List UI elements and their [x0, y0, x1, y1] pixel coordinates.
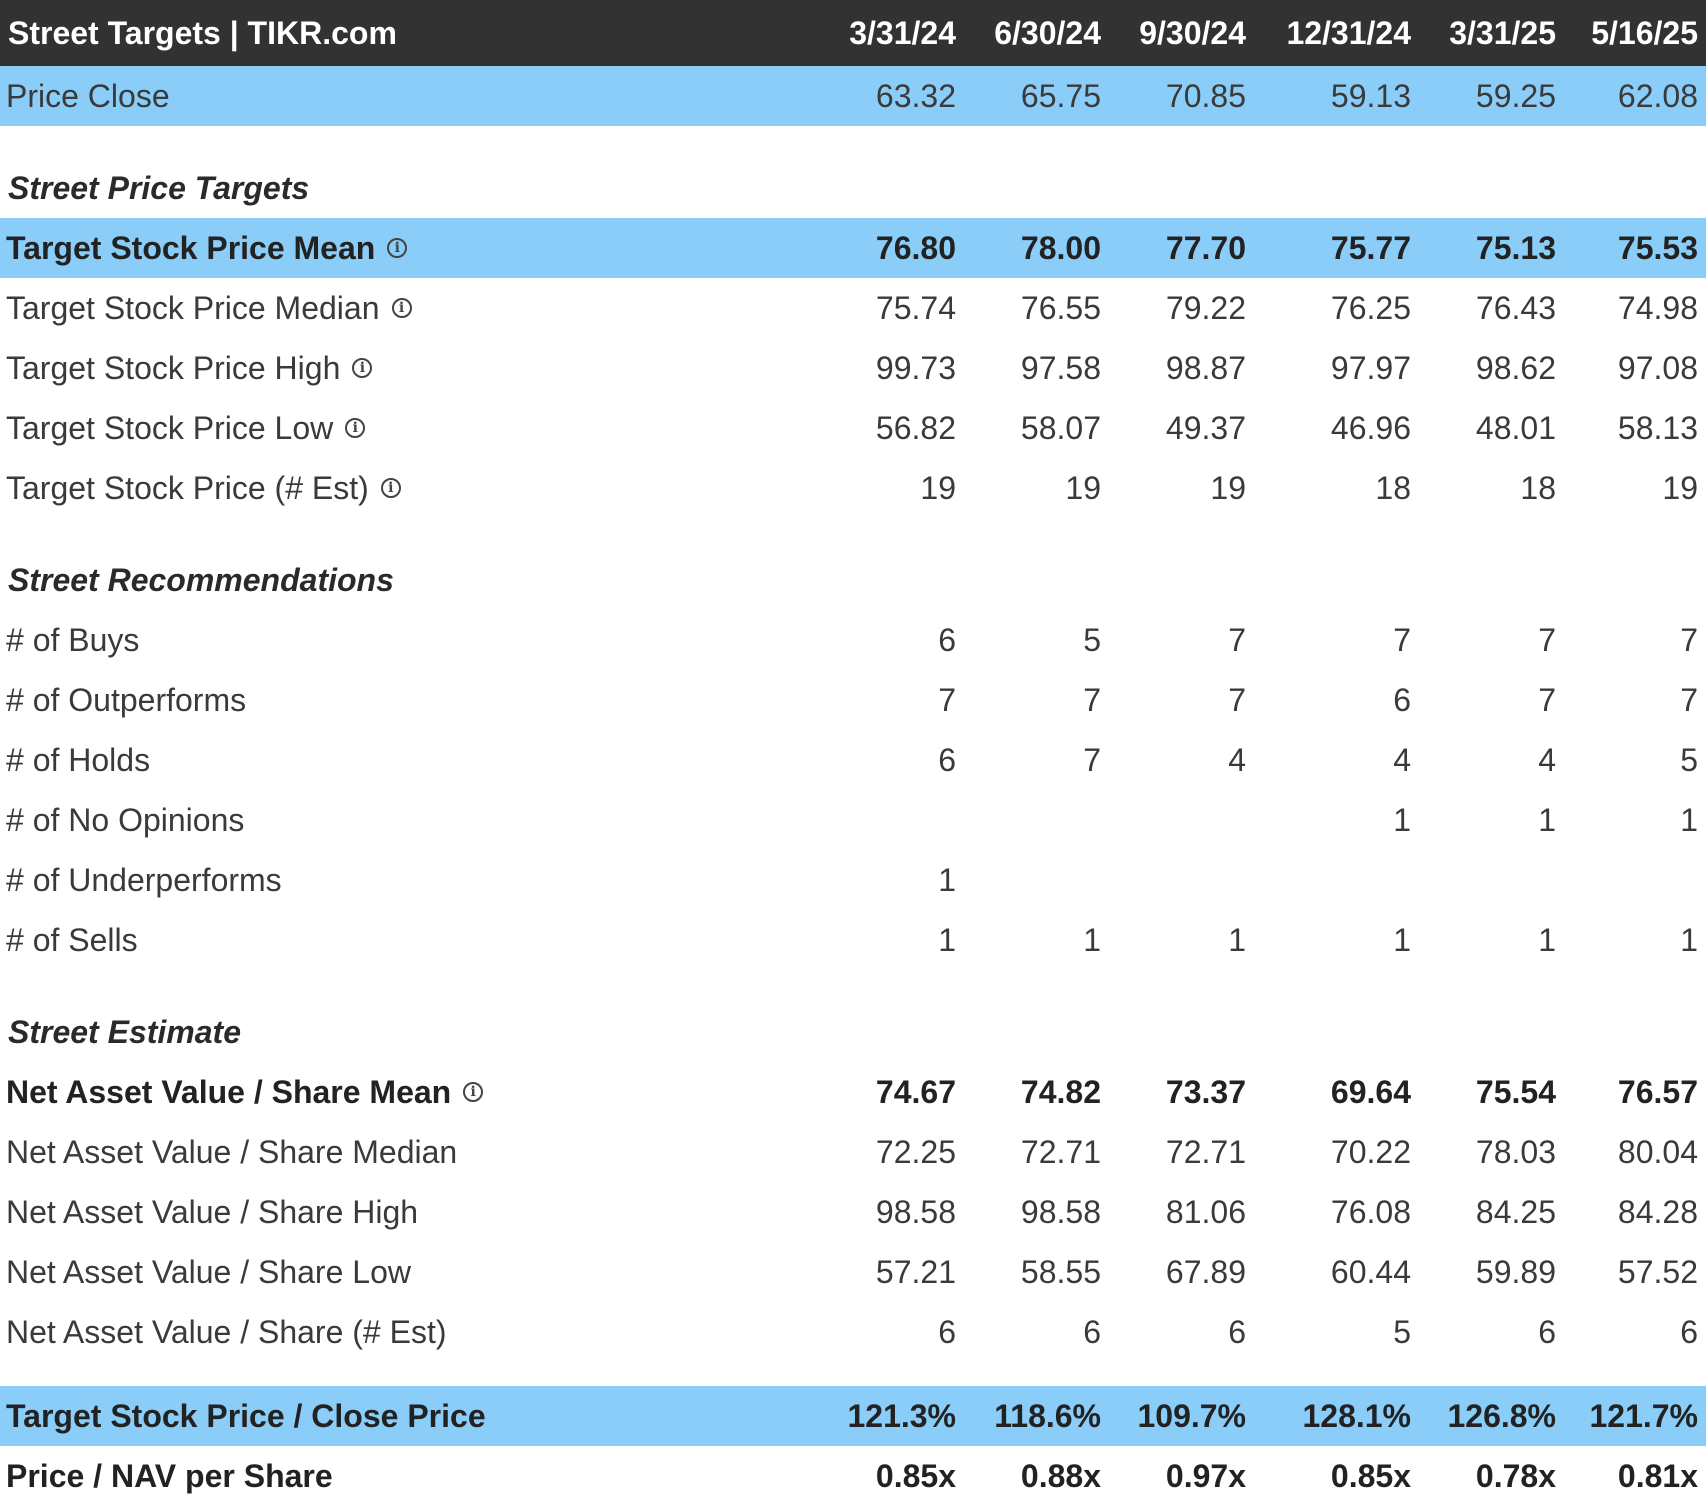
- cell-value: 76.57: [1617, 1073, 1698, 1110]
- cell-value: 0.85x: [875, 1457, 956, 1494]
- no-opinions-row: [0, 790, 1706, 850]
- row-label: # of Holds: [6, 741, 151, 778]
- row-label: Target Stock Price Low: [6, 409, 334, 446]
- info-icon[interactable]: i: [381, 478, 401, 498]
- cell-value: 18: [1520, 469, 1556, 506]
- cell-value: 126.8%: [1411, 1386, 1556, 1446]
- cell-value: 59.25: [1411, 66, 1556, 126]
- cell-value: 98.58: [1020, 1193, 1101, 1230]
- cell-value: 5: [1083, 621, 1101, 658]
- cell-value: 18: [1375, 469, 1411, 506]
- cell-value: 97.08: [1617, 349, 1698, 386]
- cell-value: 1: [1680, 801, 1698, 838]
- cell-value: 75.13: [1411, 218, 1556, 278]
- row-label: # of Underperforms: [6, 861, 282, 898]
- row-label: # of Outperforms: [6, 681, 247, 718]
- target-low-row: [0, 398, 1706, 458]
- cell-value: 84.28: [1617, 1193, 1698, 1230]
- row-label: # of No Opinions: [6, 801, 245, 838]
- cell-value: 70.22: [1330, 1133, 1411, 1170]
- cell-value: 109.7%: [1101, 1386, 1246, 1446]
- cell-value: 58.07: [1020, 409, 1101, 446]
- row-label-cell: [0, 458, 790, 518]
- cell-value: 48.01: [1475, 409, 1556, 446]
- row-label: Net Asset Value / Share Low: [6, 1253, 411, 1290]
- cell-value: 59.13: [1246, 66, 1411, 126]
- spacer: [0, 126, 1706, 158]
- cell-value: 76.08: [1330, 1193, 1411, 1230]
- holds-row: [0, 730, 1706, 790]
- target-close-ratio-row: [0, 1386, 1706, 1446]
- cell-value: [1101, 850, 1246, 910]
- cell-value: [1246, 850, 1411, 910]
- cell-value: 75.74: [875, 289, 956, 326]
- cell-value: 7: [1228, 621, 1246, 658]
- cell-value: 63.32: [790, 66, 956, 126]
- cell-value: 7: [938, 681, 956, 718]
- cell-value: 19: [1065, 469, 1101, 506]
- info-icon[interactable]: i: [352, 358, 372, 378]
- cell-value: 1: [1393, 801, 1411, 838]
- cell-value: 6: [938, 1313, 956, 1350]
- buys-row: [0, 610, 1706, 670]
- section-title: Street Price Targets: [8, 169, 310, 206]
- info-icon[interactable]: i: [345, 418, 365, 438]
- date-header: 5/16/25: [1556, 0, 1706, 66]
- cell-value: 6: [938, 741, 956, 778]
- cell-value: 7: [1680, 681, 1698, 718]
- section-title: Street Estimate: [8, 1013, 241, 1050]
- cell-value: 1: [1538, 921, 1556, 958]
- cell-value: 49.37: [1165, 409, 1246, 446]
- cell-value: 5: [1393, 1313, 1411, 1350]
- row-label: Target Stock Price High: [6, 349, 341, 386]
- cell-value: 4: [1393, 741, 1411, 778]
- cell-value: 7: [1083, 741, 1101, 778]
- cell-value: 7: [1680, 621, 1698, 658]
- cell-value: 128.1%: [1246, 1386, 1411, 1446]
- spacer: [0, 1362, 1706, 1386]
- cell-value: 1: [938, 921, 956, 958]
- cell-value: 56.82: [875, 409, 956, 446]
- cell-value: 75.53: [1556, 218, 1706, 278]
- cell-value: 0.85x: [1330, 1457, 1411, 1494]
- cell-value: 6: [1538, 1313, 1556, 1350]
- cell-value: 7: [1083, 681, 1101, 718]
- cell-value: 77.70: [1101, 218, 1246, 278]
- cell-value: 75.54: [1475, 1073, 1556, 1110]
- cell-value: 76.55: [1020, 289, 1101, 326]
- row-label-cell: [0, 338, 790, 398]
- date-header: 3/31/24: [790, 0, 956, 66]
- info-icon[interactable]: i: [463, 1082, 483, 1102]
- row-label-cell: [0, 278, 790, 338]
- section-header-price-targets: [0, 158, 1706, 218]
- cell-value: 0.88x: [1020, 1457, 1101, 1494]
- row-label-cell: [0, 1062, 790, 1122]
- cell-value: 1: [1228, 921, 1246, 958]
- cell-value: 72.71: [1165, 1133, 1246, 1170]
- nav-est-row: [0, 1302, 1706, 1362]
- cell-value: 98.62: [1475, 349, 1556, 386]
- cell-value: 97.58: [1020, 349, 1101, 386]
- row-label: Net Asset Value / Share Mean: [6, 1073, 452, 1110]
- cell-value: 118.6%: [956, 1386, 1101, 1446]
- cell-value: 74.98: [1617, 289, 1698, 326]
- cell-value: 98.58: [875, 1193, 956, 1230]
- cell-value: 4: [1228, 741, 1246, 778]
- cell-value: 7: [1228, 681, 1246, 718]
- target-est-row: [0, 458, 1706, 518]
- row-label: Target Stock Price Median: [6, 289, 380, 326]
- cell-value: 7: [1538, 621, 1556, 658]
- cell-value: 98.87: [1165, 349, 1246, 386]
- cell-value: 6: [1680, 1313, 1698, 1350]
- cell-value: 6: [1228, 1313, 1246, 1350]
- cell-value: 121.3%: [790, 1386, 956, 1446]
- target-mean-row: [0, 218, 1706, 278]
- spacer: [0, 970, 1706, 1002]
- cell-value: 69.64: [1330, 1073, 1411, 1110]
- nav-mean-row: [0, 1062, 1706, 1122]
- cell-value: 72.71: [1020, 1133, 1101, 1170]
- cell-value: 0.78x: [1475, 1457, 1556, 1494]
- cell-value: [790, 790, 956, 850]
- underperforms-row: [0, 850, 1706, 910]
- cell-value: 78.03: [1475, 1133, 1556, 1170]
- cell-value: 76.43: [1475, 289, 1556, 326]
- cell-value: 6: [1393, 681, 1411, 718]
- cell-value: 78.00: [956, 218, 1101, 278]
- cell-value: 4: [1538, 741, 1556, 778]
- cell-value: 76.80: [790, 218, 956, 278]
- row-label: # of Buys: [6, 621, 140, 658]
- cell-value: 72.25: [875, 1133, 956, 1170]
- outperforms-row: [0, 670, 1706, 730]
- row-label: Target Stock Price Mean: [6, 229, 376, 266]
- cell-value: [1411, 850, 1556, 910]
- header-row: [0, 0, 1706, 66]
- section-header-estimates: [0, 1002, 1706, 1062]
- row-label-cell: [0, 398, 790, 458]
- nav-median-row: [0, 1122, 1706, 1182]
- cell-value: 80.04: [1617, 1133, 1698, 1170]
- cell-value: 97.97: [1330, 349, 1411, 386]
- cell-value: 70.85: [1101, 66, 1246, 126]
- cell-value: 1: [1083, 921, 1101, 958]
- cell-value: 74.82: [1020, 1073, 1101, 1110]
- row-label: Price / NAV per Share: [6, 1457, 333, 1494]
- cell-value: 7: [1393, 621, 1411, 658]
- cell-value: 1: [1538, 801, 1556, 838]
- section-title: Street Recommendations: [8, 561, 394, 598]
- cell-value: 60.44: [1330, 1253, 1411, 1290]
- cell-value: 67.89: [1165, 1253, 1246, 1290]
- cell-value: 19: [1210, 469, 1246, 506]
- cell-value: [1556, 850, 1706, 910]
- row-label: Price Close: [0, 66, 790, 126]
- row-label: Target Stock Price / Close Price: [0, 1386, 790, 1446]
- cell-value: 74.67: [875, 1073, 956, 1110]
- cell-value: 73.37: [1165, 1073, 1246, 1110]
- spacer: [0, 518, 1706, 550]
- date-header: 12/31/24: [1246, 0, 1411, 66]
- row-label: Net Asset Value / Share High: [6, 1193, 419, 1230]
- cell-value: 0.97x: [1165, 1457, 1246, 1494]
- cell-value: [956, 790, 1101, 850]
- row-label: Net Asset Value / Share Median: [6, 1133, 458, 1170]
- cell-value: 75.77: [1246, 218, 1411, 278]
- row-label: Net Asset Value / Share (# Est): [6, 1313, 447, 1350]
- cell-value: 1: [1393, 921, 1411, 958]
- cell-value: 19: [1662, 469, 1698, 506]
- price-close-row: [0, 66, 1706, 126]
- table-title: Street Targets | TIKR.com: [0, 0, 790, 66]
- cell-value: 65.75: [956, 66, 1101, 126]
- sells-row: [0, 910, 1706, 970]
- info-icon[interactable]: i: [392, 298, 412, 318]
- cell-value: 19: [920, 469, 956, 506]
- cell-value: 57.21: [875, 1253, 956, 1290]
- cell-value: 62.08: [1556, 66, 1706, 126]
- cell-value: 121.7%: [1556, 1386, 1706, 1446]
- cell-value: 99.73: [875, 349, 956, 386]
- cell-value: 76.25: [1330, 289, 1411, 326]
- nav-low-row: [0, 1242, 1706, 1302]
- section-header-recommendations: [0, 550, 1706, 610]
- date-header: 6/30/24: [956, 0, 1101, 66]
- date-header: 3/31/25: [1411, 0, 1556, 66]
- row-label: Target Stock Price (# Est): [6, 469, 369, 506]
- cell-value: 79.22: [1165, 289, 1246, 326]
- row-label: # of Sells: [6, 921, 138, 958]
- cell-value: 58.13: [1617, 409, 1698, 446]
- cell-value: [1101, 790, 1246, 850]
- cell-value: 46.96: [1330, 409, 1411, 446]
- date-header: 9/30/24: [1101, 0, 1246, 66]
- cell-value: 6: [1083, 1313, 1101, 1350]
- target-high-row: [0, 338, 1706, 398]
- cell-value: 1: [938, 861, 956, 898]
- price-nav-row: [0, 1446, 1706, 1506]
- nav-high-row: [0, 1182, 1706, 1242]
- cell-value: 58.55: [1020, 1253, 1101, 1290]
- cell-value: [956, 850, 1101, 910]
- cell-value: 5: [1680, 741, 1698, 778]
- row-label-cell: [0, 218, 790, 278]
- cell-value: 1: [1680, 921, 1698, 958]
- cell-value: 81.06: [1165, 1193, 1246, 1230]
- target-median-row: [0, 278, 1706, 338]
- cell-value: 84.25: [1475, 1193, 1556, 1230]
- cell-value: 57.52: [1617, 1253, 1698, 1290]
- cell-value: 6: [938, 621, 956, 658]
- cell-value: 7: [1538, 681, 1556, 718]
- info-icon[interactable]: i: [387, 238, 407, 258]
- cell-value: 59.89: [1475, 1253, 1556, 1290]
- cell-value: 0.81x: [1617, 1457, 1698, 1494]
